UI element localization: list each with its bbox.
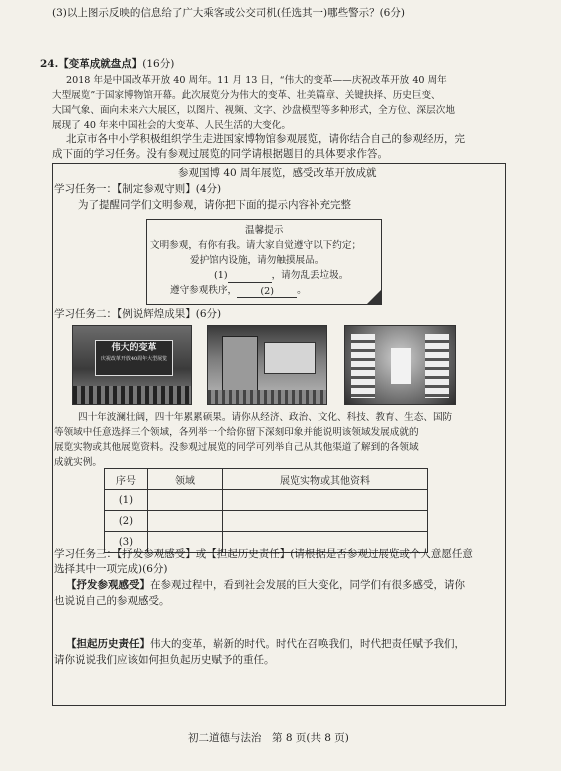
table-row: (2) — [105, 511, 428, 532]
answer-blank-1[interactable] — [228, 271, 272, 283]
tip-line-1: 文明参观，有你有我。请大家自觉遵守以下约定； — [150, 240, 362, 251]
exhibition-photo-entrance — [72, 325, 192, 405]
task2-label: 学习任务二：【例说辉煌成果】(6分) — [54, 308, 222, 320]
option-responsibility: 【担起历史责任】伟大的变革，崭新的时代。时代在召唤我们，时代把责任赋予我们， — [66, 638, 465, 650]
question-24-heading — [40, 57, 174, 72]
question-score: (16分) — [142, 58, 175, 70]
achievement-table — [104, 468, 428, 553]
exhibition-photo-corridor — [344, 325, 456, 405]
field-cell-2[interactable] — [148, 511, 223, 532]
task-line-1: 北京市各中小学积极组织学生走进国家博物馆参观展览，请你结合自己的参观经历，完 — [66, 133, 465, 145]
field-cell-1[interactable] — [148, 490, 223, 511]
question-title: 【变革成就盘点】 — [58, 58, 143, 70]
page-footer: 初二道德与法治 第 8 页(共 8 页) — [188, 732, 349, 744]
question-number: 24. — [40, 58, 59, 70]
option-feelings: 【抒发参观感受】在参观过程中，看到社会发展的巨大变化，同学们有很多感受，请你 — [66, 579, 465, 591]
table-header-row — [105, 469, 428, 490]
header-field: 领域 — [148, 469, 223, 490]
banner-sign: 伟大的变革 庆祝改革开放40周年大型展览 — [95, 340, 173, 376]
task2-desc-2: 等领域中任意选择三个领域，各列举一个给你留下深刻印象并能说明该领域发展成就的 — [54, 427, 419, 438]
exhibit-cell-2[interactable] — [223, 511, 428, 532]
option-responsibility-line2: 请你说说我们应该如何担负起历史赋予的重任。 — [54, 654, 275, 666]
exhibit-cell-1[interactable] — [223, 490, 428, 511]
task2-desc-4: 成就实例。 — [54, 457, 102, 468]
intro-line-3: 大国气象、面向未来六大展区，以图片、视频、文字、沙盘模型等多种形式，全方位、深层次地 — [52, 105, 455, 116]
box-heading: 参观国博 40 周年展览，感受改革开放成就 — [178, 167, 377, 179]
task3-label-2: 选择其中一项完成)(6分) — [54, 563, 168, 575]
option-feelings-line2: 也说说自己的参观感受。 — [54, 595, 170, 607]
task3-label-1: 学习任务三：【抒发参观感受】或【担起历史责任】(请根据是否参观过展览或个人意愿任意 — [54, 548, 473, 560]
intro-line-2: 大型展览”于国家博物馆开幕。此次展览分为伟大的变革、壮美篇章、关键抉择、历史巨变、 — [52, 90, 441, 101]
header-exhibit: 展览实物或其他资料 — [223, 469, 428, 490]
table-row: (3) — [105, 532, 428, 553]
header-index: 序号 — [105, 469, 148, 490]
task2-desc-3: 展览实物或其他展览资料。没参观过展览的同学可列举自己从其他渠道了解到的各领域 — [54, 442, 419, 453]
tip-line-4: 遵守参观秩序， (2) 。 — [170, 285, 307, 297]
task1-text: 为了提醒同学们文明参观，请你把下面的提示内容补充完整 — [78, 199, 351, 211]
answer-blank-2[interactable]: (2) — [237, 286, 297, 298]
prev-question-line: (3)以上图示反映的信息给了广大乘客或公交司机(任选其一)哪些警示？(6分) — [52, 7, 405, 19]
intro-line-1: 2018 年是中国改革开放 40 周年。11 月 13 日，“伟大的变革——庆祝改革开放 40 周年 — [66, 75, 447, 86]
tip-line-2: 爱护馆内设施，请勿触摸展品。 — [190, 255, 325, 266]
table-row: (1) — [105, 490, 428, 511]
task2-desc-1: 四十年波澜壮阔，四十年累累硕果。请你从经济、政治、文化、科技、教育、生态、国防 — [78, 412, 453, 423]
tip-line-3: (1) ，请勿乱丢垃圾。 — [214, 270, 349, 281]
blank-1-label: (1) — [214, 270, 228, 281]
tip-title: 温馨提示 — [245, 225, 284, 236]
exhibition-photo-hall — [207, 325, 327, 405]
task-line-2: 成下面的学习任务。没有参观过展览的同学请根据题目的具体要求作答。 — [52, 148, 388, 160]
task1-label: 学习任务一：【制定参观守则】(4分) — [54, 183, 222, 195]
intro-line-4: 展现了 40 年来中国社会的大变革、人民生活的大变化。 — [52, 120, 291, 131]
